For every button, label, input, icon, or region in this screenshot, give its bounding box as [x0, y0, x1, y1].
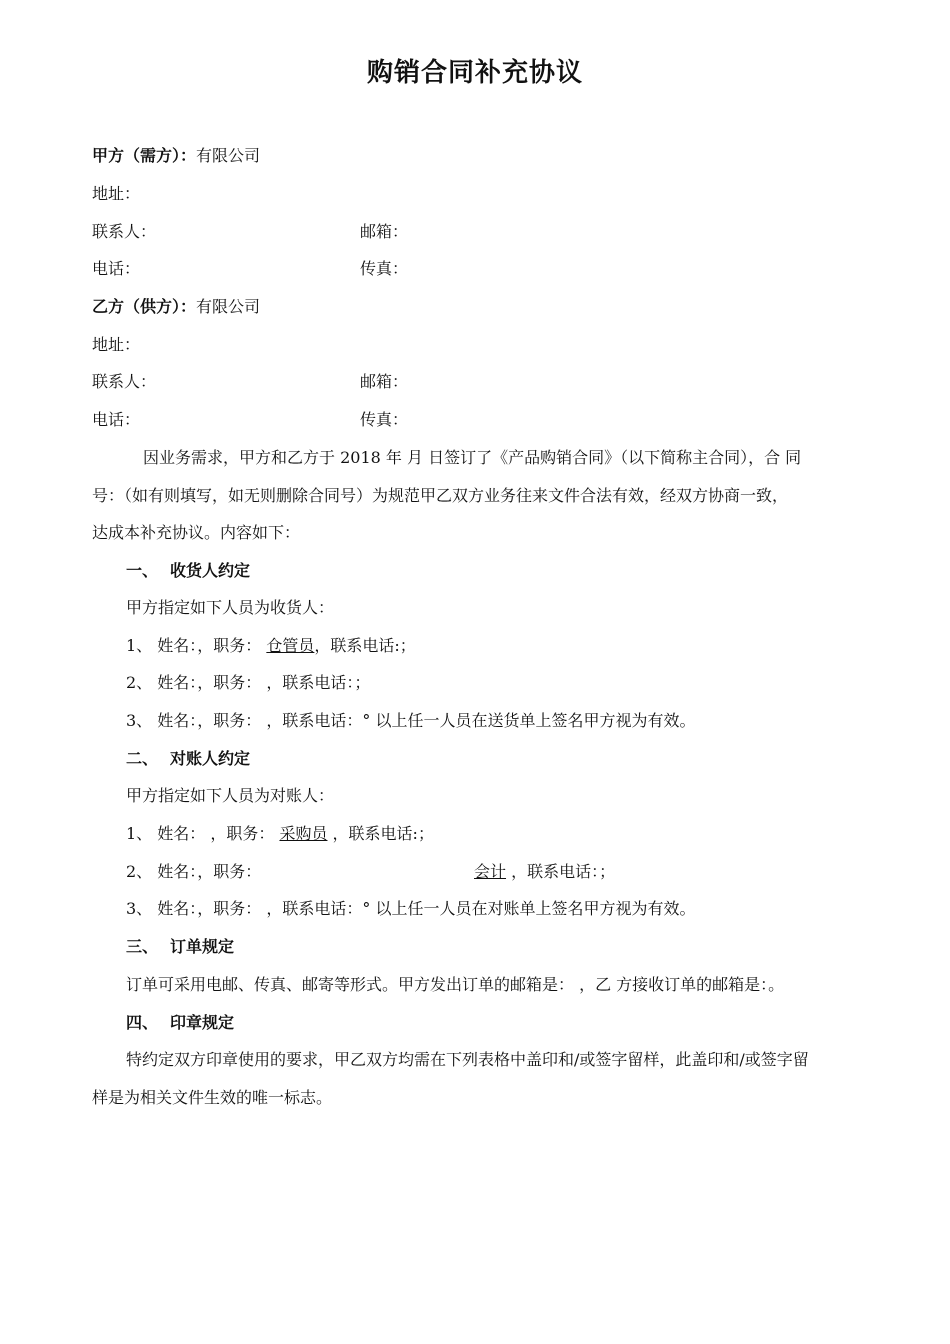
section-3-body: 订单可采用电邮、传真、邮寄等形式。甲方发出订单的邮箱是： ，乙 方接收订单的邮箱是：。 — [126, 975, 785, 994]
party-a-company: 有限公司 — [196, 146, 261, 165]
reconciler-item-1-post: ，联系电话:； — [327, 824, 434, 843]
intro-line-2: 号：（如有则填写，如无则删除合同号）为规范甲乙双方业务往来文件合法有效，经双方协商一致， — [92, 486, 789, 505]
receiver-item-3: 3、 姓名：，职务： ，联系电话：° 以上任一人员在送货单上签名甲方视为有效。 — [126, 711, 696, 730]
section-2-number: 二、 — [126, 749, 159, 768]
section-2-lead: 甲方指定如下人员为对账人： — [126, 786, 335, 805]
section-4-body-line-1: 特约定双方印章使用的要求，甲乙双方均需在下列表格中盖印和/或签字留样，此盖印和/或签字留 — [126, 1050, 809, 1069]
reconciler-item-2-rest — [474, 862, 615, 882]
party-b-company: 有限公司 — [196, 297, 261, 316]
intro-line-3: 达成本补充协议。内容如下： — [92, 523, 301, 542]
section-1-number: 一、 — [126, 561, 159, 580]
party-b-address: 地址： — [92, 335, 141, 354]
party-a-line — [92, 146, 260, 166]
section-3-number: 三、 — [126, 937, 159, 956]
party-b-fax: 传真： — [360, 410, 409, 429]
receiver-item-2: 2、 姓名：，职务： ，联系电话：； — [126, 673, 371, 692]
party-a-fax: 传真： — [360, 259, 409, 278]
party-a-colon: ： — [180, 146, 197, 165]
reconciler-item-2-pre: 2、 姓名：，职务： — [126, 862, 262, 881]
reconciler-item-3: 3、 姓名：，职务： ，联系电话：° 以上任一人员在对账单上签名甲方视为有效。 — [126, 899, 696, 918]
reconciler-item-2-role: 会计 — [474, 862, 507, 881]
section-4-heading — [126, 1013, 234, 1033]
section-1-title: 收货人约定 — [170, 561, 251, 580]
section-4-title: 印章规定 — [170, 1013, 235, 1032]
party-b-colon: ： — [180, 297, 197, 316]
party-a-address: 地址： — [92, 184, 141, 203]
section-4-number: 四、 — [126, 1013, 159, 1032]
party-b-phone: 电话： — [92, 410, 141, 429]
reconciler-item-1-role: 采购员 — [279, 824, 328, 843]
party-b-contact: 联系人： — [92, 372, 157, 391]
section-2-title: 对账人约定 — [170, 749, 251, 768]
section-3-title: 订单规定 — [170, 937, 235, 956]
receiver-item-1-role: 仓管员 — [266, 636, 315, 655]
party-a-label: 甲方（需方） — [92, 146, 181, 165]
party-b-line — [92, 297, 260, 317]
party-b-label: 乙方（供方） — [92, 297, 181, 316]
reconciler-item-1-pre: 1、 姓名： ，职务： — [126, 824, 280, 843]
section-2-heading — [126, 749, 250, 769]
reconciler-item-1 — [126, 824, 434, 844]
section-4-body-line-2: 样是为相关文件生效的唯一标志。 — [92, 1088, 333, 1107]
section-1-heading — [126, 561, 250, 581]
document-title: 购销合同补充协议 — [366, 58, 583, 88]
receiver-item-1-post: ，联系电话:； — [314, 636, 416, 655]
reconciler-item-2-post: ，联系电话：； — [506, 862, 616, 881]
party-a-email: 邮箱： — [360, 222, 409, 241]
party-a-contact: 联系人： — [92, 222, 157, 241]
party-a-phone: 电话： — [92, 259, 141, 278]
receiver-item-1 — [126, 636, 416, 656]
section-1-lead: 甲方指定如下人员为收货人： — [126, 598, 335, 617]
section-3-heading — [126, 937, 234, 957]
receiver-item-1-pre: 1、 姓名：，职务： — [126, 636, 267, 655]
party-b-email: 邮箱： — [360, 372, 409, 391]
intro-line-1: 因业务需求，甲方和乙方于 2018 年 月 日签订了《产品购销合同》（以下简称主合同），合 同 — [143, 448, 802, 467]
